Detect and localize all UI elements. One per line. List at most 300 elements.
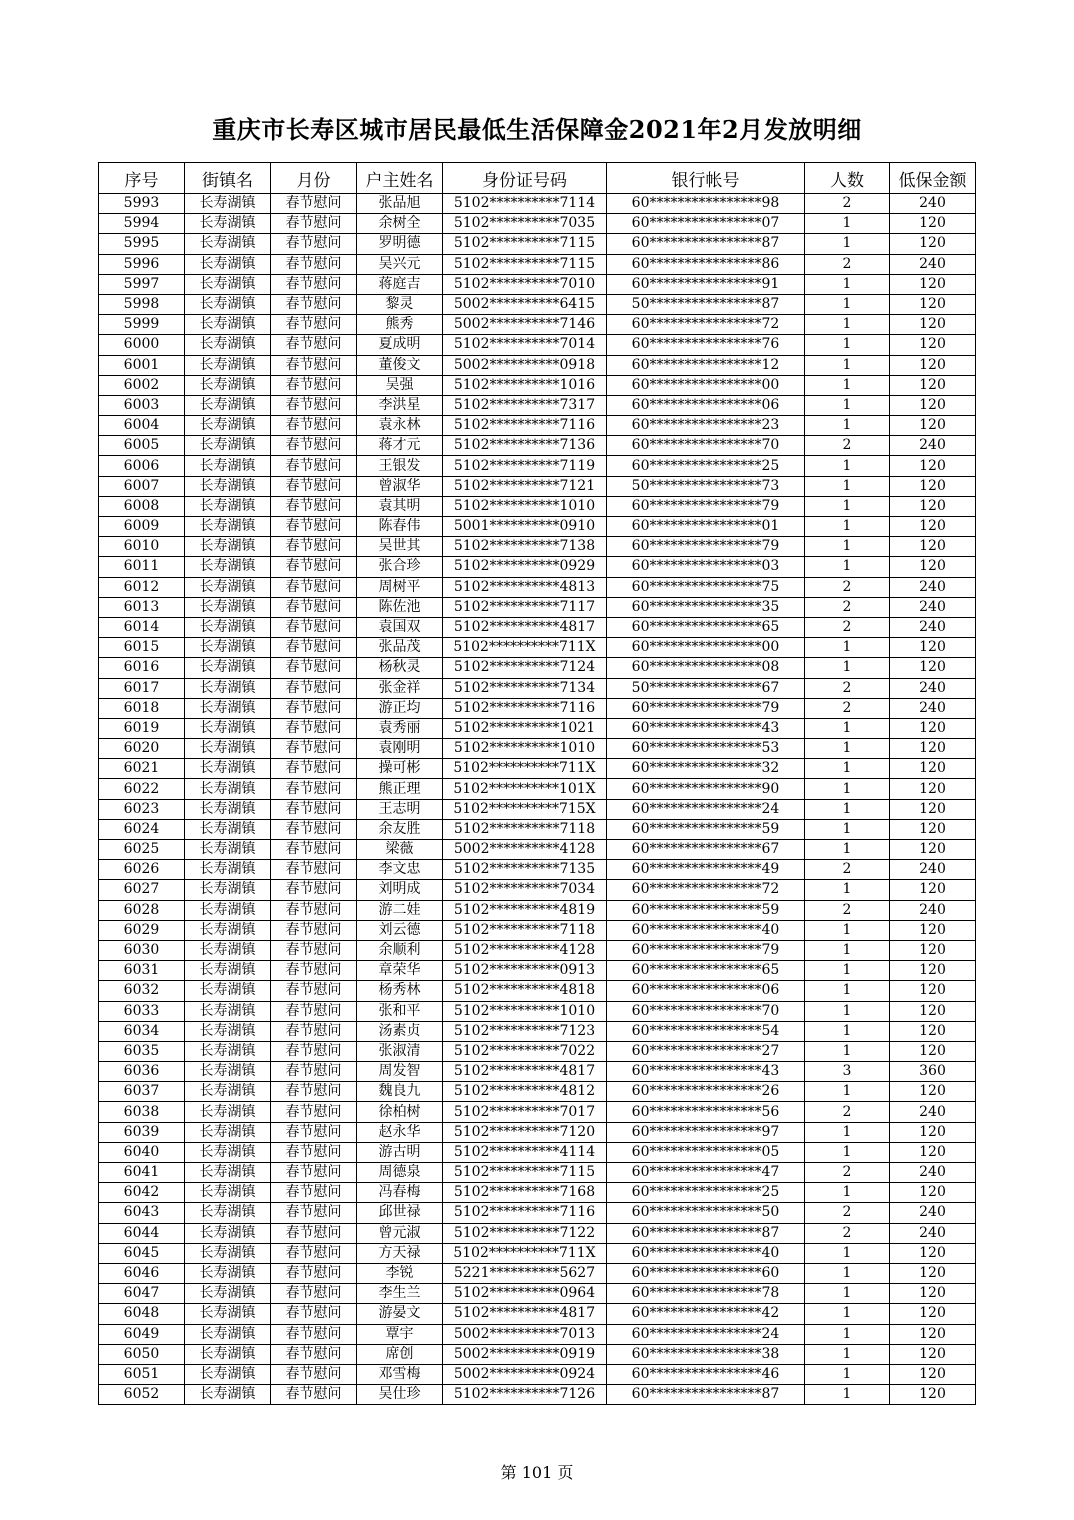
month-cell: 春节慰问: [271, 1243, 357, 1263]
id-number-cell: 5102**********7124: [443, 658, 607, 678]
amount-cell: 120: [890, 799, 976, 819]
month-cell: 春节慰问: [271, 819, 357, 839]
table-row: [99, 1364, 976, 1384]
month-cell: 春节慰问: [271, 678, 357, 698]
persons-cell: 2: [805, 1223, 890, 1243]
id-number-cell: 5102**********7120: [443, 1122, 607, 1142]
id-number-cell: 5102**********7115: [443, 254, 607, 274]
seq-cell: 6026: [99, 860, 185, 880]
table-row: [99, 1122, 976, 1142]
town-cell: 长寿湖镇: [185, 375, 271, 395]
bank-account-cell: 60****************75: [607, 577, 805, 597]
month-cell: 春节慰问: [271, 880, 357, 900]
householder-cell: 游正均: [357, 698, 443, 718]
month-cell: 春节慰问: [271, 214, 357, 234]
persons-cell: 1: [805, 214, 890, 234]
id-number-cell: 5102**********1010: [443, 1001, 607, 1021]
table-row: [99, 880, 976, 900]
householder-cell: 汤素贞: [357, 1021, 443, 1041]
persons-cell: 2: [805, 436, 890, 456]
householder-cell: 熊正理: [357, 779, 443, 799]
amount-cell: 120: [890, 557, 976, 577]
persons-cell: 1: [805, 1263, 890, 1283]
seq-cell: 6039: [99, 1122, 185, 1142]
amount-cell: 120: [890, 718, 976, 738]
householder-cell: 周发智: [357, 1062, 443, 1082]
id-number-cell: 5102**********7138: [443, 537, 607, 557]
id-number-cell: 5102**********7121: [443, 476, 607, 496]
id-number-cell: 5102**********4812: [443, 1082, 607, 1102]
town-cell: 长寿湖镇: [185, 638, 271, 658]
amount-cell: 120: [890, 355, 976, 375]
id-number-cell: 5102**********7168: [443, 1183, 607, 1203]
amount-cell: 120: [890, 1001, 976, 1021]
month-cell: 春节慰问: [271, 658, 357, 678]
seq-cell: 6011: [99, 557, 185, 577]
town-cell: 长寿湖镇: [185, 1203, 271, 1223]
month-cell: 春节慰问: [271, 234, 357, 254]
persons-cell: 1: [805, 496, 890, 516]
town-cell: 长寿湖镇: [185, 617, 271, 637]
householder-cell: 席创: [357, 1344, 443, 1364]
seq-cell: 6040: [99, 1142, 185, 1162]
amount-cell: 120: [890, 214, 976, 234]
bank-account-cell: 60****************25: [607, 456, 805, 476]
amount-cell: 120: [890, 1263, 976, 1283]
month-cell: 春节慰问: [271, 1263, 357, 1283]
bank-account-cell: 60****************03: [607, 557, 805, 577]
town-cell: 长寿湖镇: [185, 1062, 271, 1082]
id-number-cell: 5102**********4818: [443, 981, 607, 1001]
persons-cell: 2: [805, 698, 890, 718]
amount-cell: 120: [890, 1243, 976, 1263]
householder-cell: 赵永华: [357, 1122, 443, 1142]
bank-account-cell: 60****************43: [607, 1062, 805, 1082]
month-cell: 春节慰问: [271, 254, 357, 274]
bank-account-cell: 60****************35: [607, 597, 805, 617]
householder-cell: 余顺利: [357, 940, 443, 960]
bank-account-cell: 60****************40: [607, 920, 805, 940]
table-row: [99, 395, 976, 415]
householder-cell: 周德泉: [357, 1163, 443, 1183]
householder-cell: 周树平: [357, 577, 443, 597]
bank-account-cell: 60****************65: [607, 617, 805, 637]
bank-account-cell: 60****************87: [607, 1223, 805, 1243]
table-row: [99, 496, 976, 516]
amount-cell: 120: [890, 335, 976, 355]
month-cell: 春节慰问: [271, 1223, 357, 1243]
bank-account-cell: 60****************40: [607, 1243, 805, 1263]
month-cell: 春节慰问: [271, 395, 357, 415]
month-cell: 春节慰问: [271, 517, 357, 537]
month-cell: 春节慰问: [271, 860, 357, 880]
bank-account-cell: 60****************38: [607, 1344, 805, 1364]
bank-account-cell: 60****************79: [607, 940, 805, 960]
table-row: [99, 294, 976, 314]
month-cell: 春节慰问: [271, 1344, 357, 1364]
bank-account-cell: 60****************49: [607, 860, 805, 880]
persons-cell: 2: [805, 900, 890, 920]
seq-cell: 5997: [99, 274, 185, 294]
seq-cell: 6048: [99, 1304, 185, 1324]
seq-cell: 5996: [99, 254, 185, 274]
amount-cell: 120: [890, 456, 976, 476]
amount-cell: 120: [890, 496, 976, 516]
householder-cell: 王银发: [357, 456, 443, 476]
householder-cell: 陈佐池: [357, 597, 443, 617]
householder-cell: 徐柏树: [357, 1102, 443, 1122]
persons-cell: 1: [805, 1183, 890, 1203]
amount-cell: 120: [890, 1041, 976, 1061]
town-cell: 长寿湖镇: [185, 1263, 271, 1283]
householder-cell: 吴强: [357, 375, 443, 395]
persons-cell: 1: [805, 880, 890, 900]
town-cell: 长寿湖镇: [185, 1364, 271, 1384]
seq-cell: 6025: [99, 840, 185, 860]
month-cell: 春节慰问: [271, 638, 357, 658]
amount-cell: 240: [890, 1223, 976, 1243]
table-row: [99, 759, 976, 779]
month-cell: 春节慰问: [271, 456, 357, 476]
bank-account-cell: 60****************70: [607, 436, 805, 456]
householder-cell: 杨秋灵: [357, 658, 443, 678]
id-number-cell: 5102**********7119: [443, 456, 607, 476]
month-cell: 春节慰问: [271, 1183, 357, 1203]
seq-cell: 6045: [99, 1243, 185, 1263]
amount-cell: 120: [890, 234, 976, 254]
bank-account-cell: 60****************00: [607, 375, 805, 395]
table-row: [99, 1223, 976, 1243]
table-row: [99, 456, 976, 476]
table-row: [99, 638, 976, 658]
householder-cell: 李锐: [357, 1263, 443, 1283]
bank-account-cell: 60****************65: [607, 961, 805, 981]
householder-cell: 游晏文: [357, 1304, 443, 1324]
id-number-cell: 5002**********4128: [443, 840, 607, 860]
bank-account-cell: 60****************54: [607, 1021, 805, 1041]
amount-cell: 120: [890, 1324, 976, 1344]
householder-cell: 李文忠: [357, 860, 443, 880]
month-cell: 春节慰问: [271, 718, 357, 738]
table-row: [99, 900, 976, 920]
month-cell: 春节慰问: [271, 355, 357, 375]
amount-cell: 120: [890, 315, 976, 335]
town-cell: 长寿湖镇: [185, 254, 271, 274]
householder-cell: 吴仕珍: [357, 1385, 443, 1405]
id-number-cell: 5102**********7118: [443, 819, 607, 839]
persons-cell: 1: [805, 981, 890, 1001]
persons-cell: 2: [805, 1203, 890, 1223]
amount-cell: 120: [890, 476, 976, 496]
bank-account-cell: 60****************59: [607, 900, 805, 920]
amount-cell: 120: [890, 416, 976, 436]
seq-cell: 6001: [99, 355, 185, 375]
seq-cell: 6023: [99, 799, 185, 819]
persons-cell: 1: [805, 1385, 890, 1405]
header-row: [99, 163, 976, 194]
town-cell: 长寿湖镇: [185, 214, 271, 234]
table-row: [99, 254, 976, 274]
persons-cell: 1: [805, 1142, 890, 1162]
town-cell: 长寿湖镇: [185, 1021, 271, 1041]
seq-cell: 6042: [99, 1183, 185, 1203]
table-row: [99, 678, 976, 698]
amount-cell: 240: [890, 194, 976, 214]
month-cell: 春节慰问: [271, 274, 357, 294]
town-cell: 长寿湖镇: [185, 395, 271, 415]
table-row: [99, 739, 976, 759]
persons-cell: 2: [805, 678, 890, 698]
bank-account-cell: 50****************67: [607, 678, 805, 698]
month-cell: 春节慰问: [271, 476, 357, 496]
persons-cell: 1: [805, 739, 890, 759]
amount-cell: 240: [890, 1102, 976, 1122]
persons-cell: 2: [805, 577, 890, 597]
bank-account-cell: 60****************47: [607, 1163, 805, 1183]
id-number-cell: 5102**********4817: [443, 617, 607, 637]
town-cell: 长寿湖镇: [185, 1385, 271, 1405]
amount-cell: 120: [890, 779, 976, 799]
persons-cell: 1: [805, 779, 890, 799]
seq-cell: 6035: [99, 1041, 185, 1061]
seq-cell: 6036: [99, 1062, 185, 1082]
id-number-cell: 5002**********7013: [443, 1324, 607, 1344]
householder-cell: 蒋庭吉: [357, 274, 443, 294]
bank-account-cell: 60****************23: [607, 416, 805, 436]
town-cell: 长寿湖镇: [185, 1183, 271, 1203]
id-number-cell: 5102**********7116: [443, 1203, 607, 1223]
seq-cell: 6044: [99, 1223, 185, 1243]
persons-cell: 1: [805, 557, 890, 577]
persons-cell: 1: [805, 234, 890, 254]
month-cell: 春节慰问: [271, 1102, 357, 1122]
householder-cell: 李洪星: [357, 395, 443, 415]
table-row: [99, 1062, 976, 1082]
id-number-cell: 5102**********7114: [443, 194, 607, 214]
amount-cell: 240: [890, 436, 976, 456]
householder-cell: 曾元淑: [357, 1223, 443, 1243]
seq-cell: 6008: [99, 496, 185, 516]
month-cell: 春节慰问: [271, 557, 357, 577]
persons-cell: 1: [805, 1021, 890, 1041]
id-number-cell: 5102**********4813: [443, 577, 607, 597]
householder-cell: 陈春伟: [357, 517, 443, 537]
bank-account-cell: 60****************87: [607, 234, 805, 254]
table-row: [99, 577, 976, 597]
bank-account-cell: 60****************00: [607, 638, 805, 658]
bank-account-cell: 60****************12: [607, 355, 805, 375]
householder-cell: 梁薇: [357, 840, 443, 860]
town-cell: 长寿湖镇: [185, 961, 271, 981]
householder-cell: 刘云德: [357, 920, 443, 940]
col-header-id-number: 身份证号码: [443, 163, 607, 194]
month-cell: 春节慰问: [271, 1062, 357, 1082]
town-cell: 长寿湖镇: [185, 335, 271, 355]
id-number-cell: 5102**********715X: [443, 799, 607, 819]
householder-cell: 操可彬: [357, 759, 443, 779]
amount-cell: 240: [890, 577, 976, 597]
householder-cell: 魏良九: [357, 1082, 443, 1102]
id-number-cell: 5221**********5627: [443, 1263, 607, 1283]
householder-cell: 邱世禄: [357, 1203, 443, 1223]
id-number-cell: 5002**********0919: [443, 1344, 607, 1364]
seq-cell: 6029: [99, 920, 185, 940]
persons-cell: 1: [805, 1001, 890, 1021]
seq-cell: 6050: [99, 1344, 185, 1364]
id-number-cell: 5102**********7123: [443, 1021, 607, 1041]
town-cell: 长寿湖镇: [185, 294, 271, 314]
col-header-persons: 人数: [805, 163, 890, 194]
town-cell: 长寿湖镇: [185, 456, 271, 476]
amount-cell: 120: [890, 537, 976, 557]
bank-account-cell: 60****************97: [607, 1122, 805, 1142]
table-row: [99, 1183, 976, 1203]
seq-cell: 5998: [99, 294, 185, 314]
id-number-cell: 5102**********7035: [443, 214, 607, 234]
seq-cell: 6037: [99, 1082, 185, 1102]
persons-cell: 1: [805, 920, 890, 940]
bank-account-cell: 60****************06: [607, 981, 805, 1001]
seq-cell: 6018: [99, 698, 185, 718]
id-number-cell: 5102**********0929: [443, 557, 607, 577]
persons-cell: 1: [805, 517, 890, 537]
table-row: [99, 1142, 976, 1162]
amount-cell: 240: [890, 860, 976, 880]
persons-cell: 1: [805, 638, 890, 658]
seq-cell: 6009: [99, 517, 185, 537]
town-cell: 长寿湖镇: [185, 436, 271, 456]
table-row: [99, 1304, 976, 1324]
persons-cell: 1: [805, 658, 890, 678]
bank-account-cell: 60****************50: [607, 1203, 805, 1223]
id-number-cell: 5002**********0918: [443, 355, 607, 375]
householder-cell: 余树全: [357, 214, 443, 234]
table-row: [99, 416, 976, 436]
town-cell: 长寿湖镇: [185, 1122, 271, 1142]
id-number-cell: 5102**********4817: [443, 1062, 607, 1082]
town-cell: 长寿湖镇: [185, 1324, 271, 1344]
table-row: [99, 617, 976, 637]
table-row: [99, 597, 976, 617]
bank-account-cell: 60****************25: [607, 1183, 805, 1203]
month-cell: 春节慰问: [271, 577, 357, 597]
seq-cell: 6017: [99, 678, 185, 698]
month-cell: 春节慰问: [271, 779, 357, 799]
persons-cell: 1: [805, 1243, 890, 1263]
householder-cell: 吴世其: [357, 537, 443, 557]
col-header-town: 街镇名: [185, 163, 271, 194]
householder-cell: 章荣华: [357, 961, 443, 981]
seq-cell: 6024: [99, 819, 185, 839]
bank-account-cell: 60****************46: [607, 1364, 805, 1384]
table-row: [99, 1344, 976, 1364]
seq-cell: 6046: [99, 1263, 185, 1283]
month-cell: 春节慰问: [271, 294, 357, 314]
seq-cell: 5999: [99, 315, 185, 335]
id-number-cell: 5002**********6415: [443, 294, 607, 314]
town-cell: 长寿湖镇: [185, 1041, 271, 1061]
amount-cell: 120: [890, 1344, 976, 1364]
amount-cell: 120: [890, 1364, 976, 1384]
persons-cell: 1: [805, 819, 890, 839]
seq-cell: 6012: [99, 577, 185, 597]
persons-cell: 1: [805, 476, 890, 496]
id-number-cell: 5102**********7017: [443, 1102, 607, 1122]
id-number-cell: 5102**********7118: [443, 920, 607, 940]
seq-cell: 6033: [99, 1001, 185, 1021]
seq-cell: 6005: [99, 436, 185, 456]
bank-account-cell: 60****************24: [607, 1324, 805, 1344]
town-cell: 长寿湖镇: [185, 739, 271, 759]
amount-cell: 120: [890, 759, 976, 779]
table-row: [99, 1082, 976, 1102]
month-cell: 春节慰问: [271, 1385, 357, 1405]
seq-cell: 6034: [99, 1021, 185, 1041]
householder-cell: 董俊文: [357, 355, 443, 375]
householder-cell: 游古明: [357, 1142, 443, 1162]
id-number-cell: 5102**********1010: [443, 496, 607, 516]
month-cell: 春节慰问: [271, 597, 357, 617]
amount-cell: 120: [890, 880, 976, 900]
town-cell: 长寿湖镇: [185, 819, 271, 839]
town-cell: 长寿湖镇: [185, 1163, 271, 1183]
town-cell: 长寿湖镇: [185, 718, 271, 738]
persons-cell: 1: [805, 1324, 890, 1344]
town-cell: 长寿湖镇: [185, 799, 271, 819]
amount-cell: 120: [890, 294, 976, 314]
seq-cell: 6020: [99, 739, 185, 759]
town-cell: 长寿湖镇: [185, 920, 271, 940]
seq-cell: 6032: [99, 981, 185, 1001]
householder-cell: 袁秀丽: [357, 718, 443, 738]
table-row: [99, 476, 976, 496]
bank-account-cell: 60****************32: [607, 759, 805, 779]
table-row: [99, 315, 976, 335]
page-title: 重庆市长寿区城市居民最低生活保障金2021年2月发放明细: [212, 115, 862, 144]
id-number-cell: 5102**********711X: [443, 638, 607, 658]
town-cell: 长寿湖镇: [185, 557, 271, 577]
month-cell: 春节慰问: [271, 496, 357, 516]
month-cell: 春节慰问: [271, 617, 357, 637]
persons-cell: 1: [805, 315, 890, 335]
bank-account-cell: 60****************72: [607, 315, 805, 335]
town-cell: 长寿湖镇: [185, 900, 271, 920]
amount-cell: 120: [890, 1183, 976, 1203]
amount-cell: 240: [890, 900, 976, 920]
seq-cell: 6028: [99, 900, 185, 920]
householder-cell: 黎灵: [357, 294, 443, 314]
id-number-cell: 5102**********101X: [443, 779, 607, 799]
bank-account-cell: 50****************87: [607, 294, 805, 314]
month-cell: 春节慰问: [271, 739, 357, 759]
id-number-cell: 5102**********7034: [443, 880, 607, 900]
table-row: [99, 1385, 976, 1405]
town-cell: 长寿湖镇: [185, 860, 271, 880]
table-row: [99, 375, 976, 395]
amount-cell: 120: [890, 1284, 976, 1304]
table-row: [99, 1324, 976, 1344]
month-cell: 春节慰问: [271, 759, 357, 779]
bank-account-cell: 60****************98: [607, 194, 805, 214]
id-number-cell: 5102**********1016: [443, 375, 607, 395]
col-header-month: 月份: [271, 163, 357, 194]
id-number-cell: 5001**********0910: [443, 517, 607, 537]
id-number-cell: 5102**********711X: [443, 1243, 607, 1263]
month-cell: 春节慰问: [271, 799, 357, 819]
table-row: [99, 355, 976, 375]
table-row: [99, 557, 976, 577]
table-row: [99, 1021, 976, 1041]
